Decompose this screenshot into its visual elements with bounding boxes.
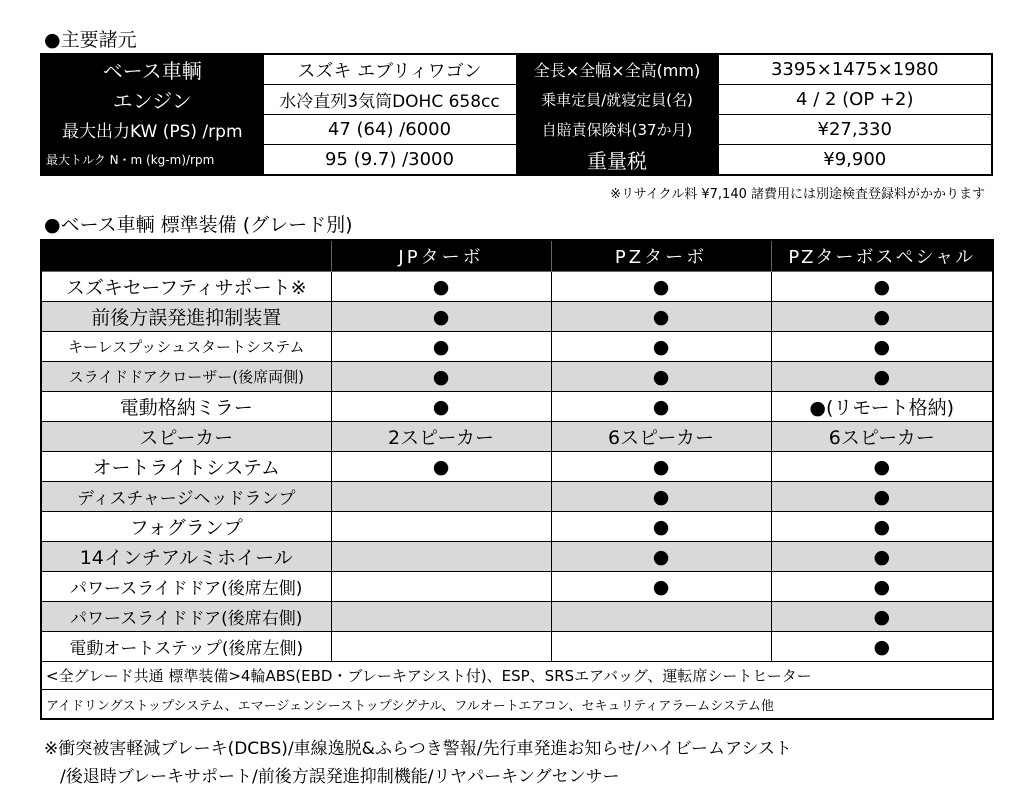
grade-cell: ● <box>331 452 551 482</box>
feature-label: オートライトシステム <box>41 452 331 482</box>
grade-cell <box>331 632 551 662</box>
spec-value: 95 (9.7) /3000 <box>263 145 516 176</box>
equipment-row <box>41 332 993 362</box>
equipment-row <box>41 302 993 332</box>
equipment-row <box>41 392 993 422</box>
footnote-line: /後退時ブレーキサポート/前後方誤発進抑制機能/リヤパーキングセンサー <box>60 767 620 787</box>
spec-row <box>41 85 992 115</box>
grade-cell: 6スピーカー <box>771 422 993 452</box>
feature-label: 前後方誤発進抑制装置 <box>41 302 331 332</box>
spec-table <box>40 53 993 176</box>
equipment-row <box>41 512 993 542</box>
spec-label: 最大トルク N・m (kg-m)/rpm <box>41 145 263 176</box>
feature-label: パワースライドドア(後席左側) <box>41 572 331 602</box>
grade-cell: ● <box>771 632 993 662</box>
grade-cell: ● <box>551 332 771 362</box>
spec-value: スズキ エブリィワゴン <box>263 54 516 85</box>
spec-label: ベース車輌 <box>41 54 263 85</box>
grade-cell <box>551 632 771 662</box>
spec-value: 47 (64) /6000 <box>263 115 516 145</box>
feature-label: 14インチアルミホイール <box>41 542 331 572</box>
feature-label: スピーカー <box>41 422 331 452</box>
grade-header-row <box>41 240 993 272</box>
grade-header: PZターボ <box>551 240 771 272</box>
feature-label: スズキセーフティサポート※ <box>41 272 331 302</box>
feature-label: ディスチャージヘッドランプ <box>41 482 331 512</box>
grade-cell: ● <box>331 392 551 422</box>
feature-label: スライドドアクローザー(後席両側) <box>41 362 331 392</box>
feature-label: 電動オートステップ(後席左側) <box>41 632 331 662</box>
grade-cell: ● <box>771 452 993 482</box>
grade-cell: ● <box>551 512 771 542</box>
equipment-row <box>41 482 993 512</box>
grade-cell: ● <box>771 302 993 332</box>
feature-label: パワースライドドア(後席右側) <box>41 602 331 632</box>
spec-value: ¥9,900 <box>718 145 992 176</box>
grade-cell: ● <box>331 362 551 392</box>
equipment-row <box>41 272 993 302</box>
footnote-line: ※衝突被害軽減ブレーキ(DCBS)/車線逸脱&ふらつき警報/先行車発進お知らせ/ハイビームアシスト <box>44 739 792 759</box>
grade-cell: ● <box>551 542 771 572</box>
spec-label: 重量税 <box>516 145 718 176</box>
equipment-row <box>41 602 993 632</box>
grade-header: JPターボ <box>331 240 551 272</box>
feature-label: フォグランプ <box>41 512 331 542</box>
common-equipment-row <box>41 690 993 720</box>
spec-value: 3395×1475×1980 <box>718 54 992 85</box>
grade-cell: 2スピーカー <box>331 422 551 452</box>
grade-cell: ● <box>771 572 993 602</box>
common-equipment-text: <全グレード共通 標準装備>4輪ABS(EBD・ブレーキアシスト付)、ESP、SRSエアバッグ、運転席シートヒーター <box>41 662 993 690</box>
spec-value: ¥27,330 <box>718 115 992 145</box>
grade-cell: ● <box>771 512 993 542</box>
grade-cell <box>331 572 551 602</box>
grade-cell: ● <box>771 362 993 392</box>
equipment-table <box>40 239 994 720</box>
grade-cell: ● <box>551 362 771 392</box>
spec-value: 水冷直列3気筒DOHC 658cc <box>263 85 516 115</box>
grade-cell: ● <box>771 482 993 512</box>
grade-cell: ● <box>551 572 771 602</box>
spec-row <box>41 145 992 176</box>
grade-cell <box>551 602 771 632</box>
grade-cell: 6スピーカー <box>551 422 771 452</box>
spec-row <box>41 54 992 85</box>
grade-cell: ● <box>551 482 771 512</box>
common-equipment-text: アイドリングストップシステム、エマージェンシーストップシグナル、フルオートエアコン、セキュリティアラームシステム他 <box>41 690 993 720</box>
equipment-row <box>41 422 993 452</box>
spec-section-title: ●主要諸元 <box>44 29 137 51</box>
spec-note: ※リサイクル料 ¥7,140 諸費用には別途検査登録料がかかります <box>610 187 985 202</box>
grade-cell: ● <box>331 332 551 362</box>
common-equipment-row <box>41 662 993 690</box>
grade-cell: ●(リモート格納) <box>771 392 993 422</box>
equipment-section-title: ●ベース車輌 標準装備 (グレード別) <box>44 214 353 236</box>
equipment-row <box>41 362 993 392</box>
spec-label: エンジン <box>41 85 263 115</box>
grade-cell <box>331 482 551 512</box>
grade-cell: ● <box>551 272 771 302</box>
spec-label: 自賠責保険料(37か月) <box>516 115 718 145</box>
grade-cell: ● <box>771 542 993 572</box>
grade-cell: ● <box>771 272 993 302</box>
spec-label: 乗車定員/就寝定員(名) <box>516 85 718 115</box>
grade-cell: ● <box>551 392 771 422</box>
feature-label: 電動格納ミラー <box>41 392 331 422</box>
grade-cell: ● <box>331 272 551 302</box>
grade-cell: ● <box>551 452 771 482</box>
spec-row <box>41 115 992 145</box>
grade-cell: ● <box>551 302 771 332</box>
grade-header: PZターボスペシャル <box>771 240 993 272</box>
grade-cell <box>331 602 551 632</box>
grade-cell <box>331 542 551 572</box>
grade-cell: ● <box>771 602 993 632</box>
equipment-row <box>41 572 993 602</box>
equipment-row <box>41 632 993 662</box>
equipment-row <box>41 452 993 482</box>
spec-label: 最大出力KW (PS) /rpm <box>41 115 263 145</box>
grade-cell: ● <box>771 332 993 362</box>
grade-cell <box>331 512 551 542</box>
header-blank-cell <box>41 240 331 272</box>
equipment-row <box>41 542 993 572</box>
spec-label: 全長×全幅×全高(mm) <box>516 54 718 85</box>
spec-value: 4 / 2 (OP +2) <box>718 85 992 115</box>
feature-label: キーレスプッシュスタートシステム <box>41 332 331 362</box>
grade-cell: ● <box>331 302 551 332</box>
